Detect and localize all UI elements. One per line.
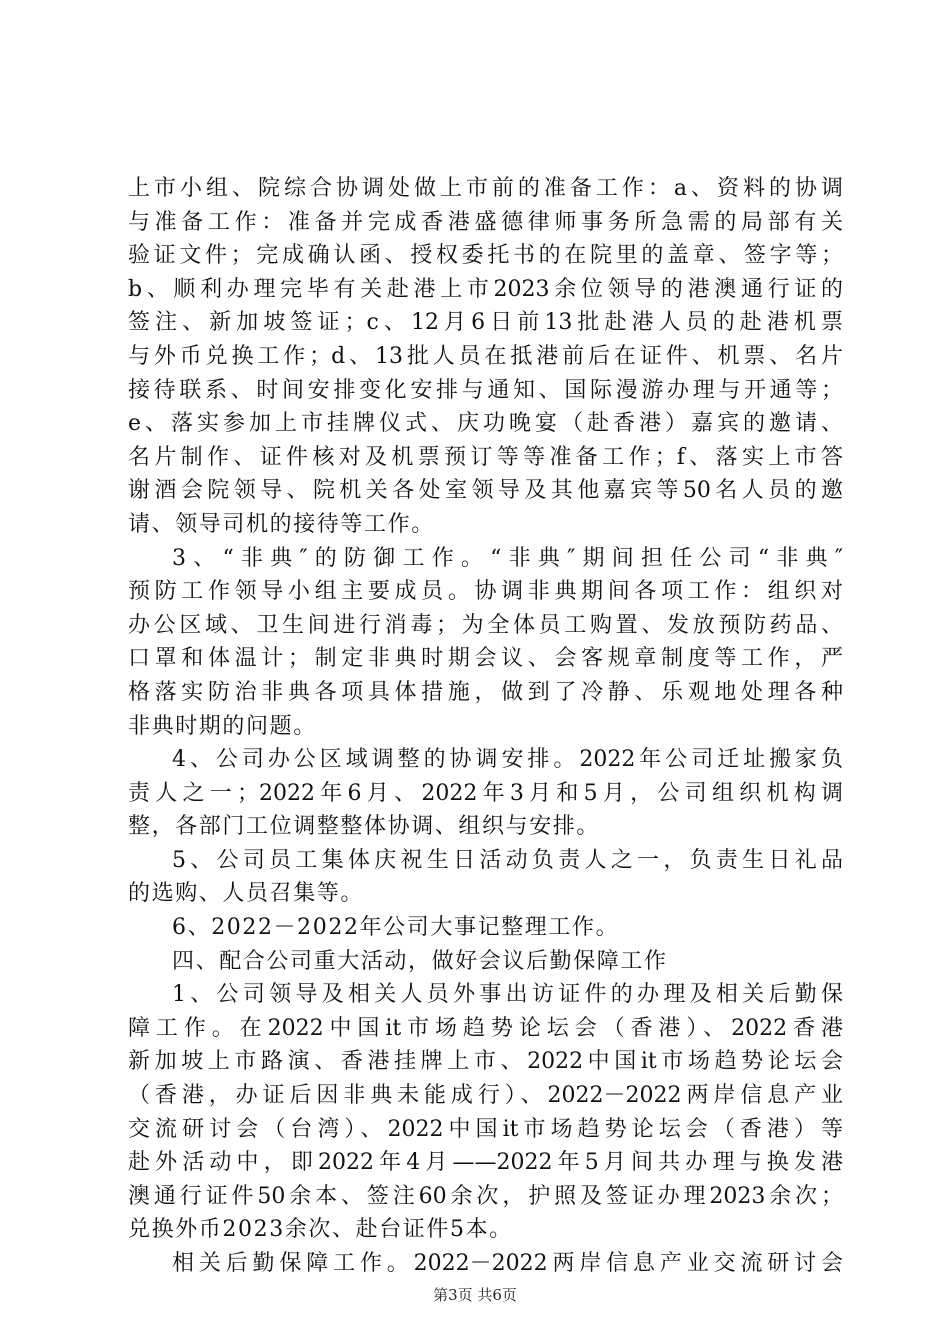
text-line: 与准备工作：准备并完成香港盛德律师事务所急需的局部有关: [128, 209, 843, 235]
text-line: 障工作。在2022中国it市场趋势论坛会（香港）、2022香港: [128, 1015, 843, 1041]
text-line: 预防工作领导小组主要成员。协调非典期间各项工作：组织对: [128, 579, 843, 605]
paragraph-start-line: 3、“非典″的防御工作。“非典″期间担任公司“非典″: [172, 545, 843, 571]
text-line: 格落实防治非典各项具体措施，做到了冷静、乐观地处理各种: [128, 679, 843, 705]
text-line: 澳通行证件50余本、签注60余次，护照及签证办理2023余次；: [128, 1183, 843, 1209]
text-line: e、落实参加上市挂牌仪式、庆功晚宴（赴香港）嘉宾的邀请、: [128, 411, 843, 437]
page-footer: [0, 1284, 950, 1305]
text-line: 与外币兑换工作；d、13批人员在抵港前后在证件、机票、名片: [128, 343, 843, 369]
page-number-label: 第3页 共6页: [433, 1286, 517, 1304]
paragraph-start-line: 相关后勤保障工作。2022－2022两岸信息产业交流研讨会: [172, 1251, 843, 1276]
text-line: 签注、新加坡签证；c、12月6日前13批赴港人员的赴港机票: [128, 310, 843, 336]
text-line: b、顺利办理完毕有关赴港上市2023余位领导的港澳通行证的: [128, 276, 843, 302]
text-line: 请、领导司机的接待等工作。: [128, 511, 435, 537]
text-line: 口罩和体温计；制定非典时期会议、会客规章制度等工作，严: [128, 646, 843, 672]
text-line: 赴外活动中，即2022年4月——2022年5月间共办理与换发港: [128, 1150, 843, 1176]
text-line: 谢酒会院领导、院机关各处室领导及其他嘉宾等50名人员的邀: [128, 478, 843, 504]
section-heading: 四、配合公司重大活动，做好会议后勤保障工作: [172, 948, 668, 974]
paragraph-start-line: 4、公司办公区域调整的协调安排。2022年公司迁址搬家负: [172, 747, 843, 773]
text-line: 上市小组、院综合协调处做上市前的准备工作：a、资料的协调: [128, 176, 843, 201]
text-line: 非典时期的问题。: [128, 713, 317, 739]
paragraph-start-line: 5、公司员工集体庆祝生日活动负责人之一，负责生日礼品: [172, 847, 843, 873]
paragraph-start-line: 6、2022－2022年公司大事记整理工作。: [172, 915, 620, 941]
text-line: 交流研讨会（台湾）、2022中国it市场趋势论坛会（香港）等: [128, 1116, 843, 1142]
text-line: 新加坡上市路演、香港挂牌上市、2022中国it市场趋势论坛会: [128, 1049, 843, 1075]
text-line: 兑换外币2023余次、赴台证件5本。: [128, 1217, 513, 1243]
text-line: 整，各部门工位调整整体协调、组织与安排。: [128, 814, 601, 840]
text-line: 办公区域、卫生间进行消毒；为全体员工购置、发放预防药品、: [128, 612, 843, 638]
text-line: 责人之一；2022年6月、2022年3月和5月，公司组织机构调: [128, 780, 843, 806]
text-line: 名片制作、证件核对及机票预订等等准备工作；f、落实上市答: [128, 444, 843, 470]
paragraph-start-line: 1、公司领导及相关人员外事出访证件的办理及相关后勤保: [172, 982, 843, 1008]
text-line: 接待联系、时间安排变化安排与通知、国际漫游办理与开通等；: [128, 377, 843, 403]
text-line: 的选购、人员召集等。: [128, 881, 365, 907]
document-body: [128, 172, 843, 1281]
text-line: （香港，办证后因非典未能成行）、2022－2022两岸信息产业: [128, 1083, 843, 1109]
text-line: 验证文件；完成确认函、授权委托书的在院里的盖章、签字等；: [128, 243, 843, 269]
